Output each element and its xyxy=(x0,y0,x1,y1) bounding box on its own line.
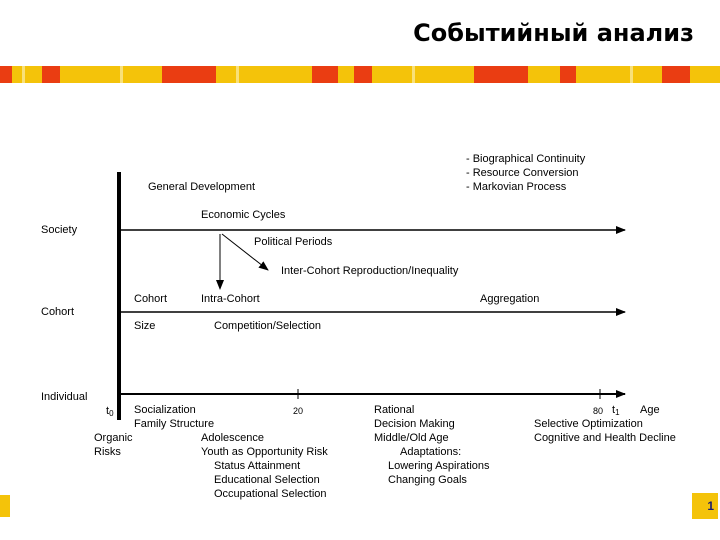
page-number: 1 xyxy=(692,493,718,519)
general-development: General Development xyxy=(148,181,256,193)
organic: Organic xyxy=(94,432,133,444)
cohort-label: Cohort xyxy=(134,293,168,305)
youth-opportunity: Youth as Opportunity Risk xyxy=(201,446,328,458)
t0-subscript: 0 xyxy=(109,409,114,418)
changing-goals: Changing Goals xyxy=(388,474,467,486)
middle-old-age: Middle/Old Age xyxy=(374,432,449,444)
t1-subscript: 1 xyxy=(615,408,620,417)
slide-title: Событийный анализ xyxy=(413,19,694,47)
t1-label: $t_1$ xyxy=(612,404,620,417)
level-society: Society xyxy=(41,224,78,236)
adolescence: Adolescence xyxy=(201,432,264,444)
legend-biographical: - Biographical Continuity xyxy=(466,153,586,165)
decision-making: Decision Making xyxy=(374,418,455,430)
legend-markovian: - Markovian Process xyxy=(466,181,567,193)
lowering-aspirations: Lowering Aspirations xyxy=(388,460,490,472)
corner-accent xyxy=(0,495,10,517)
occupational-selection: Occupational Selection xyxy=(214,488,327,500)
rational: Rational xyxy=(374,404,415,416)
educational-selection: Educational Selection xyxy=(214,474,320,486)
tick-80-label: 80 xyxy=(593,406,604,416)
intra-cohort: Intra-Cohort xyxy=(201,293,260,305)
age-label: Age xyxy=(640,404,660,416)
t0-label: $t_0$ xyxy=(106,405,114,418)
risks: Risks xyxy=(94,446,121,458)
economic-cycles: Economic Cycles xyxy=(201,209,286,221)
level-cohort: Cohort xyxy=(41,306,75,318)
political-periods: Political Periods xyxy=(254,236,333,248)
tick-20-label: 20 xyxy=(293,406,304,416)
selective-optimization: Selective Optimization xyxy=(534,418,643,430)
legend-resource: - Resource Conversion xyxy=(466,167,579,179)
cognitive-health-decline: Cognitive and Health Decline xyxy=(534,432,676,444)
level-individual: Individual xyxy=(41,391,88,403)
inter-cohort: Inter-Cohort Reproduction/Inequality xyxy=(281,265,459,277)
aggregation: Aggregation xyxy=(480,293,540,305)
adaptations: Adaptations: xyxy=(400,446,462,458)
socialization: Socialization xyxy=(134,404,196,416)
competition-selection: Competition/Selection xyxy=(214,320,322,332)
status-attainment: Status Attainment xyxy=(214,460,301,472)
family-structure: Family Structure xyxy=(134,418,215,430)
size: Size xyxy=(134,320,156,332)
